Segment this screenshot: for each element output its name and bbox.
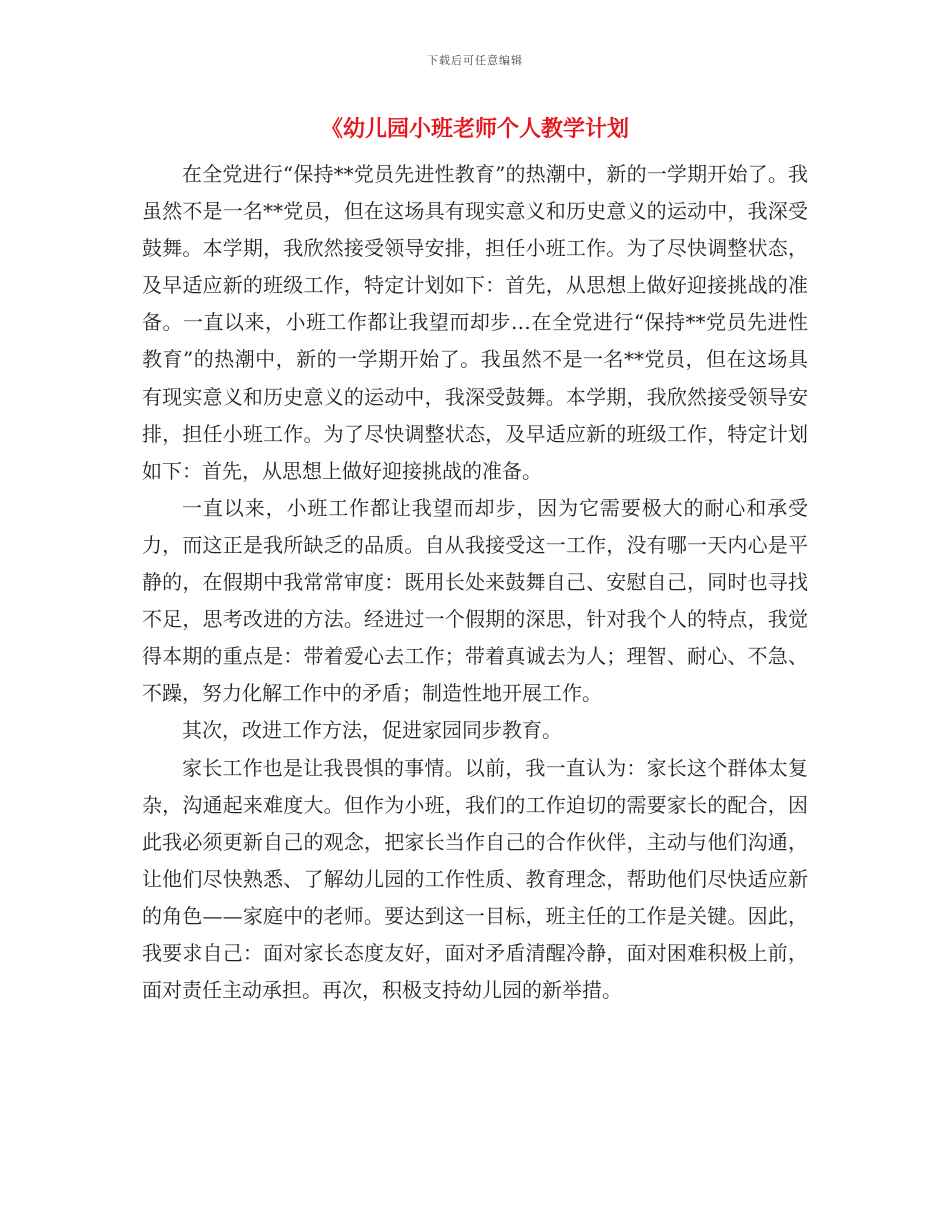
- paragraph-1: 在全党进行“保持**党员先进性教育”的热潮中，新的一学期开始了。我虽然不是一名**党员，但在这场具有现实意义和历史意义的运动中，我深受鼓舞。本学期，我欣然接受领导安排，担任小班工作。为了尽快调整状态，及早适应新的班级工作，特定计划如下：首先，从思想上做好迎接挑战的准备。一直以来，小班工作都让我望而却步…在全党进行“保持**党员先进性教育”的热潮中，新的一学期开始了。我虽然不是一名**党员，但在这场具有现实意义和历史意义的运动中，我深受鼓舞。本学期，我欣然接受领导安排，担任小班工作。为了尽快调整状态，及早适应新的班级工作，特定计划如下：首先，从思想上做好迎接挑战的准备。: [142, 162, 808, 483]
- paragraph-3: 其次，改进工作方法，促进家园同步教育。: [182, 718, 562, 743]
- document-body: [142, 156, 808, 1009]
- document-title: 《幼儿园小班老师个人教学计划: [320, 116, 629, 142]
- paragraph-4: 家长工作也是让我畏惧的事情。以前，我一直认为：家长这个群体太复杂，沟通起来难度大。但作为小班，我们的工作迫切的需要家长的配合，因此我必须更新自己的观念，把家长当作自己的合作伙伴，主动与他们沟通，让他们尽快熟悉、了解幼儿园的工作性质、教育理念，帮助他们尽快适应新的角色——家庭中的老师。要达到这一目标，班主任的工作是关键。因此，我要求自己：面对家长态度友好，面对矛盾清醒冷静，面对困难积极上前，面对责任主动承担。再次，积极支持幼儿园的新举措。: [142, 755, 808, 1003]
- paragraph-2: 一直以来，小班工作都让我望而却步，因为它需要极大的耐心和承受力，而这正是我所缺乏的品质。自从我接受这一工作，没有哪一天内心是平静的，在假期中我常常审度：既用长处来鼓舞自己、安慰自己，同时也寻找不足，思考改进的方法。经进过一个假期的深思，针对我个人的特点，我觉得本期的重点是：带着爱心去工作；带着真诚去为人；理智、耐心、不急、不躁，努力化解工作中的矛盾；制造性地开展工作。: [142, 495, 808, 706]
- page-header-note: 下载后可任意编辑: [427, 54, 523, 67]
